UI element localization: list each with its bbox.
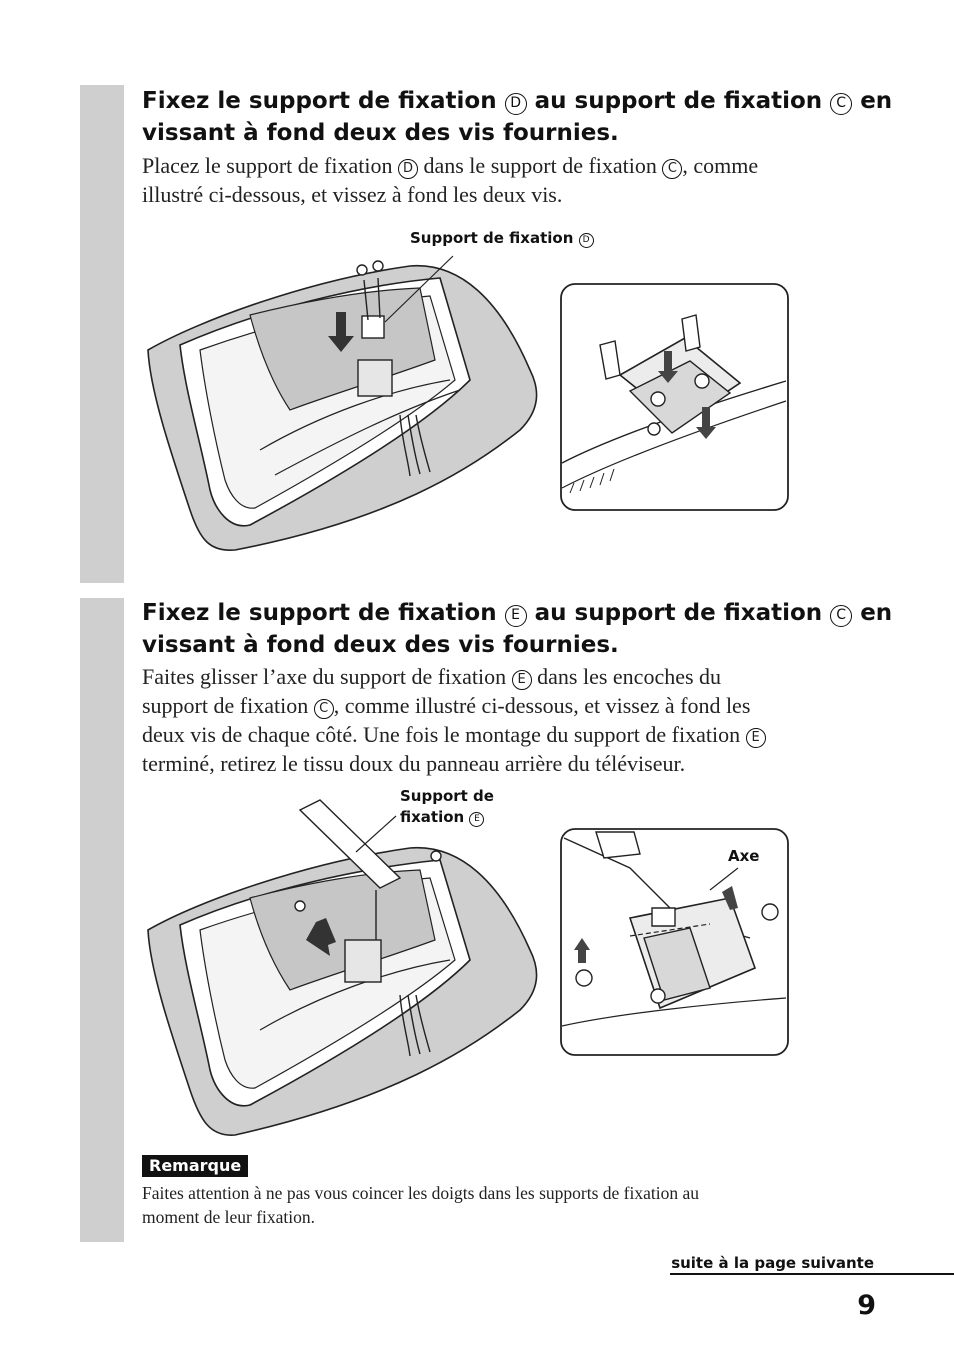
step2-heading-middle: au support de fixation [526, 600, 831, 626]
step2-body-line2-after: , comme illustré ci-dessous, et vissez à fond les [333, 693, 751, 718]
step1-heading [142, 85, 902, 149]
circled-letter-icon: C [830, 93, 852, 115]
step1-body-before: Placez le support de fixation [142, 153, 398, 178]
circled-letter-icon: E [512, 670, 532, 690]
step1-body-line2: illustré ci-dessous, et vissez à fond les deux vis. [142, 182, 563, 207]
note-label-badge: Remarque [142, 1155, 248, 1177]
circled-letter-icon: C [830, 605, 852, 627]
step1-heading-middle: au support de fixation [526, 88, 831, 114]
circled-letter-icon: E [469, 812, 484, 827]
circled-letter-icon: D [505, 93, 527, 115]
circled-letter-icon: E [746, 728, 766, 748]
continued-next-page: suite à la page suivante [671, 1254, 874, 1272]
step2-body-line1-after: dans les encoches du [531, 664, 722, 689]
step2-callout-axe: Axe [728, 847, 760, 865]
step2-body-line1-before: Faites glisser l’axe du support de fixation [142, 664, 512, 689]
step1-heading-after: en [852, 88, 893, 114]
step2-callout-line1: Support de [400, 787, 494, 805]
step2-body-line4: terminé, retirez le tissu doux du panneau arrière du téléviseur. [142, 751, 686, 776]
step1-heading-before: Fixez le support de fixation [142, 88, 505, 114]
step1-body-after: , comme [682, 153, 759, 178]
circled-letter-icon: C [662, 159, 682, 179]
circled-letter-icon: E [505, 605, 527, 627]
step1-sidebar [80, 85, 124, 583]
footer-rule [670, 1273, 954, 1275]
circled-letter-icon: D [579, 233, 594, 248]
step2-tv-illustration [140, 790, 550, 1140]
step1-body-middle: dans le support de fixation [417, 153, 663, 178]
step1-callout-text: Support de fixation [410, 229, 579, 247]
note-line2: moment de leur fixation. [142, 1207, 316, 1227]
step2-body-line2-before: support de fixation [142, 693, 314, 718]
step2-body [142, 662, 882, 778]
step2-body-line3-before: deux vis de chaque côté. Une fois le montage du support de fixation [142, 722, 746, 747]
step2-heading-after: en [852, 600, 893, 626]
step2-heading [142, 597, 902, 661]
step1-detail-illustration [560, 283, 789, 511]
step1-tv-illustration [140, 240, 550, 560]
note-line1: Faites attention à ne pas vous coincer les doigts dans les supports de fixation au [142, 1183, 699, 1203]
step2-heading-before: Fixez le support de fixation [142, 600, 505, 626]
step1-body [142, 151, 882, 209]
page-number: 9 [857, 1290, 876, 1321]
note-text [142, 1181, 862, 1229]
step2-heading-line2: vissant à fond deux des vis fournies. [142, 632, 619, 658]
circled-letter-icon: D [398, 159, 418, 179]
circled-letter-icon: C [314, 699, 334, 719]
step2-callout-line2: fixation [400, 808, 470, 826]
step2-sidebar [80, 598, 124, 1242]
step1-heading-line2: vissant à fond deux des vis fournies. [142, 120, 619, 146]
